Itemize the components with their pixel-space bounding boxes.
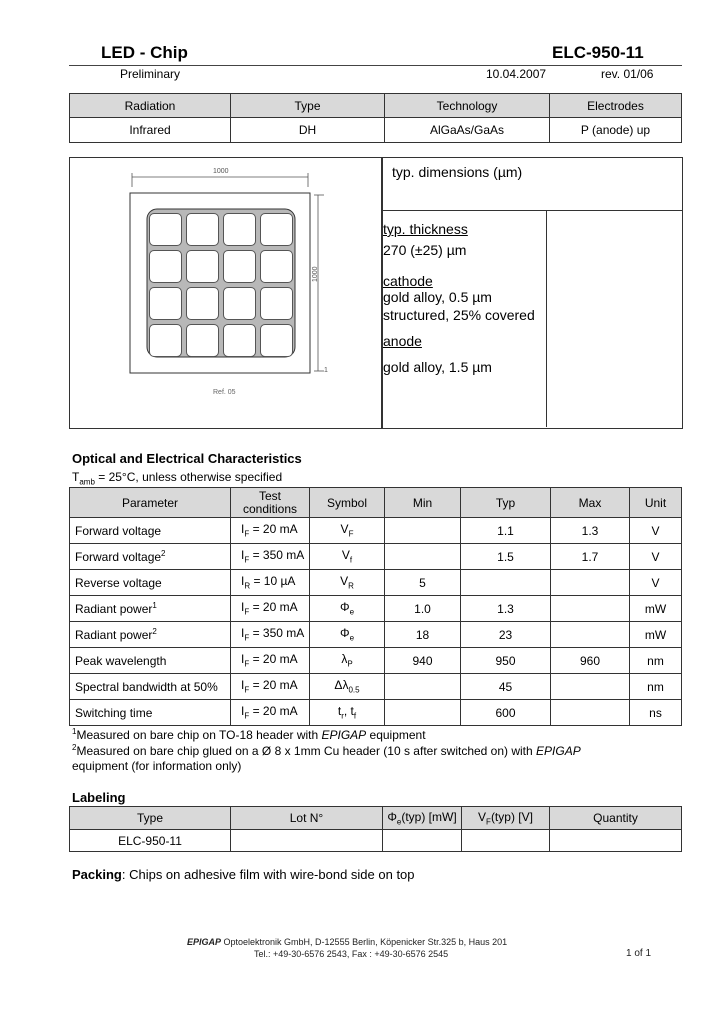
footnote-1: $^1$Measured on bare chip on TO-18 header with EPIGAP equipment	[72, 727, 426, 742]
height-label: 1000	[312, 266, 319, 282]
characteristics-row	[70, 596, 682, 622]
thickness-heading: typ. thickness	[383, 221, 468, 237]
typ-cell: 23	[461, 622, 551, 648]
ambient-condition: $T_{amb} = 25^\circ C$, unless otherwise specified	[72, 470, 283, 487]
width-label: 1000	[213, 168, 229, 175]
labeling-title: Labeling	[72, 790, 126, 805]
date-label: 10.04.2007	[486, 67, 547, 81]
typ-cell: 1.3	[461, 596, 551, 622]
contact-cell	[186, 250, 219, 283]
min-cell: 940	[385, 648, 461, 674]
header-rule	[69, 65, 682, 66]
summary-header: Technology	[385, 94, 550, 118]
summary-value: Infrared	[70, 118, 231, 143]
summary-value: AlGaAs/GaAs	[385, 118, 550, 143]
summary-value: P (anode) up	[550, 118, 682, 143]
param-cell: Radiant power$^2$	[70, 622, 231, 648]
column-header: Symbol	[310, 488, 385, 518]
summary-header: Electrodes	[550, 94, 682, 118]
condition-cell: $I_F = 20$ mA	[231, 674, 310, 700]
symbol-cell: $t_r$, $t_f$	[310, 700, 385, 726]
contact-cell	[149, 287, 182, 320]
max-cell	[551, 622, 630, 648]
max-cell: 960	[551, 648, 630, 674]
contact-cell	[149, 250, 182, 283]
characteristics-table	[69, 487, 682, 726]
condition-cell: $I_F = 20$ mA	[231, 596, 310, 622]
unit-cell: ns	[630, 700, 682, 726]
symbol-cell: $\lambda_P$	[310, 648, 385, 674]
labeling-header: $V_F(typ)$ [V]	[462, 807, 550, 830]
cathode-heading: cathode	[383, 273, 433, 289]
dimensions-col-divider	[546, 210, 547, 427]
max-cell	[551, 674, 630, 700]
contact-cell	[186, 324, 219, 357]
page-number: 1 of 1	[626, 948, 652, 959]
labeling-vf-cell	[462, 830, 550, 852]
max-cell	[551, 570, 630, 596]
column-header: Test conditions	[231, 488, 310, 518]
contact-cell	[260, 324, 293, 357]
unit-cell: V	[630, 570, 682, 596]
column-header: Typ	[461, 488, 551, 518]
param-cell: Forward voltage$^2$	[70, 544, 231, 570]
part-number: ELC-950-11	[552, 43, 644, 62]
characteristics-row	[70, 700, 682, 726]
param-cell: Radiant power$^1$	[70, 596, 231, 622]
condition-cell: $I_F = 350$ mA	[231, 622, 310, 648]
contact-cell	[223, 324, 256, 357]
dimensions-title: typ. dimensions (µm)	[392, 164, 523, 180]
unit-cell: nm	[630, 648, 682, 674]
param-cell: Peak wavelength	[70, 648, 231, 674]
column-header: Parameter	[70, 488, 231, 518]
contact-cell	[149, 324, 182, 357]
condition-cell: $I_R = 10$ µA	[231, 570, 310, 596]
min-cell: 5	[385, 570, 461, 596]
unit-cell: mW	[630, 622, 682, 648]
unit-cell: V	[630, 544, 682, 570]
footnote-2: $^2$Measured on bare chip glued on a Ø 8 x 1mm Cu header (10 s after switched on) with EPIGAP	[72, 743, 581, 758]
anode-heading: anode	[383, 333, 422, 349]
labeling-qty-cell	[550, 830, 682, 852]
contact-cell	[186, 287, 219, 320]
min-cell	[385, 518, 461, 544]
labeling-header: $\Phi_e(typ)$ [mW]	[383, 807, 462, 830]
summary-table	[69, 93, 682, 143]
symbol-cell: $\Delta\lambda_{0.5}$	[310, 674, 385, 700]
typ-cell	[461, 570, 551, 596]
labeling-header: Type	[70, 807, 231, 830]
labeling-header: Quantity	[550, 807, 682, 830]
contact-cell	[260, 213, 293, 246]
characteristics-row	[70, 648, 682, 674]
cathode-line-1: gold alloy, 0.5 µm	[383, 289, 492, 305]
max-cell: 1.7	[551, 544, 630, 570]
footer-contact: Tel.: +49-30-6576 2543, Fax : +49-30-6576 2545	[254, 949, 449, 959]
min-cell: 18	[385, 622, 461, 648]
dimensions-divider	[381, 210, 682, 211]
labeling-lot-cell	[231, 830, 383, 852]
packing-line: Packing: Chips on adhesive film with wire-bond side on top	[72, 867, 415, 882]
symbol-cell: $V_f$	[310, 544, 385, 570]
min-cell	[385, 700, 461, 726]
condition-cell: $I_F = 20$ mA	[231, 518, 310, 544]
symbol-cell: $V_F$	[310, 518, 385, 544]
symbol-cell: $\Phi_e$	[310, 622, 385, 648]
min-cell	[385, 674, 461, 700]
cathode-line-2: structured, 25% covered	[383, 307, 535, 323]
contact-cell	[260, 287, 293, 320]
column-header: Max	[551, 488, 630, 518]
contact-cell	[223, 213, 256, 246]
page-title: LED - Chip	[101, 43, 188, 62]
typ-cell: 45	[461, 674, 551, 700]
param-cell: Spectral bandwidth at 50%	[70, 674, 231, 700]
anode-line-1: gold alloy, 1.5 µm	[383, 359, 492, 375]
footnote-2-cont: equipment (for information only)	[72, 759, 242, 773]
contact-cell	[186, 213, 219, 246]
param-cell: Forward voltage	[70, 518, 231, 544]
typ-cell: 1.5	[461, 544, 551, 570]
max-cell	[551, 596, 630, 622]
ref-label: Ref. 05	[213, 389, 236, 396]
condition-cell: $I_F = 20$ mA	[231, 648, 310, 674]
summary-value: DH	[231, 118, 385, 143]
summary-header: Radiation	[70, 94, 231, 118]
corner-label: 1	[324, 367, 328, 374]
max-cell: 1.3	[551, 518, 630, 544]
contact-cell	[223, 287, 256, 320]
labeling-type-value: ELC-950-11	[70, 830, 231, 852]
chip-drawing	[100, 165, 380, 405]
characteristics-body	[70, 518, 682, 726]
typ-cell: 950	[461, 648, 551, 674]
revision-label: rev. 01/06	[601, 67, 654, 81]
contact-cell	[260, 250, 293, 283]
characteristics-row	[70, 674, 682, 700]
condition-cell: $I_F = 20$ mA	[231, 700, 310, 726]
min-cell: 1.0	[385, 596, 461, 622]
min-cell	[385, 544, 461, 570]
unit-cell: mW	[630, 596, 682, 622]
condition-cell: $I_F = 350$ mA	[231, 544, 310, 570]
param-cell: Switching time	[70, 700, 231, 726]
labeling-header: Lot N°	[231, 807, 383, 830]
labeling-phi-cell	[383, 830, 462, 852]
contact-cell	[223, 250, 256, 283]
typ-cell: 600	[461, 700, 551, 726]
column-header: Min	[385, 488, 461, 518]
labeling-table	[69, 806, 682, 852]
symbol-cell: $V_R$	[310, 570, 385, 596]
characteristics-row	[70, 518, 682, 544]
column-header: Unit	[630, 488, 682, 518]
footer-company: EPIGAP Optoelektronik GmbH, D-12555 Berlin, Köpenicker Str.325 b, Haus 201	[187, 937, 508, 947]
status-label: Preliminary	[120, 67, 181, 81]
contact-cell	[149, 213, 182, 246]
max-cell	[551, 700, 630, 726]
unit-cell: V	[630, 518, 682, 544]
characteristics-row	[70, 622, 682, 648]
symbol-cell: $\Phi_e$	[310, 596, 385, 622]
summary-header: Type	[231, 94, 385, 118]
param-cell: Reverse voltage	[70, 570, 231, 596]
unit-cell: nm	[630, 674, 682, 700]
characteristics-row	[70, 570, 682, 596]
characteristics-title: Optical and Electrical Characteristics	[72, 451, 302, 466]
typ-cell: 1.1	[461, 518, 551, 544]
characteristics-row	[70, 544, 682, 570]
thickness-value: 270 (±25) µm	[383, 242, 467, 258]
